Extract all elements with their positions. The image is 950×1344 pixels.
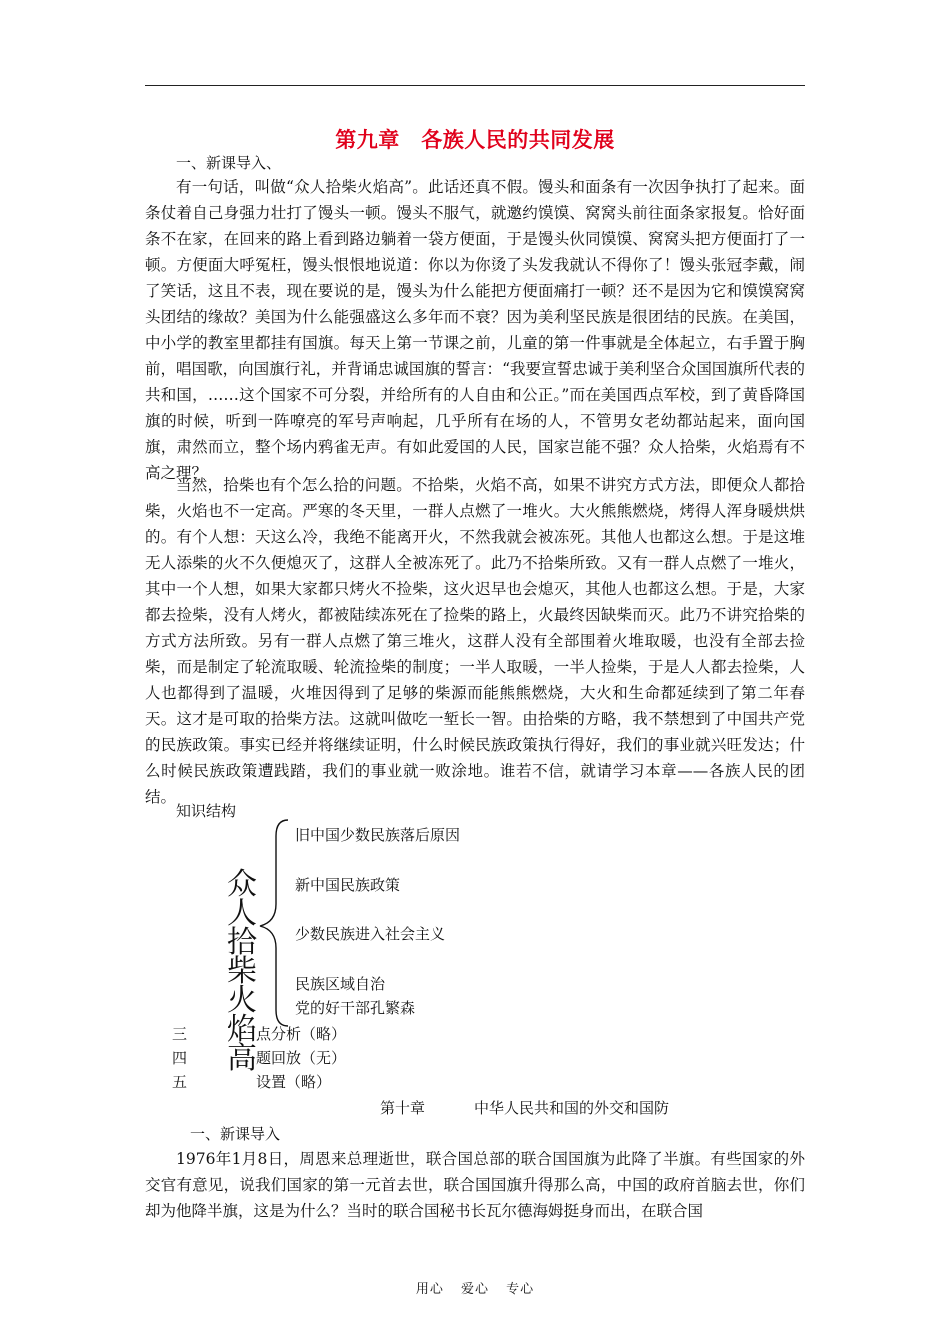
section-number: 四: [172, 1049, 188, 1067]
chapter10-paragraph: 1976年1月8日，周恩来总理逝世，联合国总部的联合国国旗为此降了半旗。有些国家的外交官有意见，说我们国家的第一元首去世，联合国国旗升得那么高，中国的政府首脑去世，你们却为他降半旗，这是为什么？当时的联合国秘书长瓦尔德海姆挺身而出，在联合国: [145, 1150, 805, 1220]
structure-item: 旧中国少数民族落后原因: [295, 826, 461, 844]
chapter10-number: 第十章: [380, 1099, 426, 1117]
intro-heading: 一、新课导入、: [176, 154, 282, 172]
footer-word: 专心: [506, 1282, 535, 1297]
center-char: 高: [227, 1041, 257, 1076]
header-rule: [145, 85, 805, 86]
center-char: 拾: [227, 925, 257, 960]
center-char: 柴: [227, 954, 257, 989]
intro-paragraph-2: 当然，拾柴也有个怎么拾的问题。不拾柴，火焰不高，如果不讲究方式方法，即便众人都拾柴，火焰也不一定高。严寒的冬天里，一群人点燃了一堆火。大火熊熊燃烧，烤得人浑身暖烘烘的。有个人想：天这么冷，我绝不能离开火，不然我就会被冻死。其他人也都这么想。于是这堆无人添柴的火不久便熄灭了，这群人全被冻死了。此乃不拾柴所致。又有一群人点燃了一堆火，其中一个人想，如果大家都只烤火不捡柴，这火迟早也会熄灭，其他人也都这么想。于是，大家都去捡柴，没有人烤火，都被陆续冻死在了捡柴的路上，火最终因缺柴而灭。此乃不讲究拾柴的方式方法所致。另有一群人点燃了第三堆火，这群人没有全部围着火堆取暖，也没有全部去捡柴，而是制定了轮流取暖、轮流捡柴的制度；一半人取暖，一半人捡柴，于是人人都去捡柴，人人也都得到了温暖，火堆因得到了足够的柴源而能熊熊燃烧，大火和生命都延续到了第二年春天。这才是可取的拾柴方法。这就叫做吃一堑长一智。由拾柴的方略，我不禁想到了中国共产党的民族政策。事实已经并将继续证明，什么时候民族政策执行得好，我们的事业就兴旺发达；什么时候民族政策遭践踏，我们的事业就一败涂地。谁若不信，就请学习本章——各族人民的团结。: [145, 476, 805, 806]
structure-heading: 知识结构: [176, 802, 237, 820]
footer-word: 爱心: [460, 1282, 489, 1297]
section-text: 设置（略）: [256, 1073, 332, 1091]
section-number: 三: [172, 1025, 188, 1043]
chapter9-title: 第九章 各族人民的共同发展: [335, 128, 615, 152]
section-number: 五: [172, 1073, 188, 1091]
brace-bracket: [254, 818, 294, 1028]
page-footer: [0, 1278, 950, 1297]
section-text: 题回放（无）: [256, 1049, 347, 1067]
center-char: 众: [227, 867, 257, 902]
chapter10-intro-heading: 一、新课导入: [190, 1125, 281, 1143]
structure-item: 新中国民族政策: [295, 876, 401, 894]
structure-item: 党的好干部孔繁森: [295, 999, 416, 1017]
structure-item: 民族区域自治: [295, 975, 386, 993]
center-char: 焰: [227, 1012, 257, 1047]
center-char: 人: [227, 896, 257, 931]
section-text: 点分析（略）: [256, 1025, 347, 1043]
chapter10-title: 中华人民共和国的外交和国防: [474, 1099, 670, 1117]
structure-item: 少数民族进入社会主义: [295, 925, 446, 943]
center-char: 火: [227, 983, 257, 1018]
intro-paragraph-1: 有一句话，叫做“众人拾柴火焰高”。此话还真不假。馒头和面条有一次因争执打了起来。面条仗着自己身强力壮打了馒头一顿。馒头不服气，就邀约馍馍、窝窝头前往面条家报复。恰好面条不在家，在回来的路上看到路边躺着一袋方便面，于是馒头伙同馍馍、窝窝头把方便面打了一顿。方便面大呼冤枉，馒头恨恨地说道：你以为你烫了头发我就认不得你了！馒头张冠李戴，闹了笑话，这且不表，现在要说的是，馒头为什么能把方便面痛打一顿？还不是因为它和馍馍窝窝头团结的缘故？美国为什么能强盛这么多年而不衰？因为美利坚民族是很团结的民族。在美国，中小学的教室里都挂有国旗。每天上第一节课之前，儿童的第一件事就是全体起立，右手置于胸前，唱国歌，向国旗行礼，并背诵忠诚国旗的誓言：“我要宣誓忠诚于美利坚合众国国旗所代表的共和国，……这个国家不可分裂，并给所有的人自由和公正。”而在美国西点军校，到了黄昏降国旗的时候，听到一阵嘹亮的军号声响起，几乎所有在场的人，不管男女老幼都站起来，面向国旗，肃然而立，整个场内鸦雀无声。有如此爱国的人民，国家岂能不强？众人拾柴，火焰焉有不高之理？: [145, 178, 805, 482]
footer-word: 用心: [415, 1282, 444, 1297]
